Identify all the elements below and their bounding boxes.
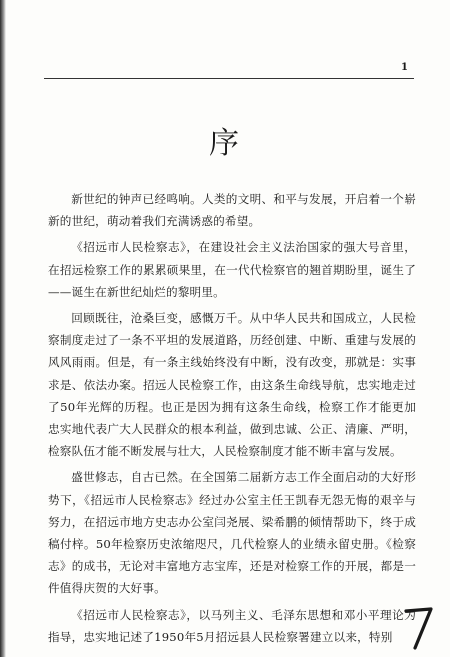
page-number: 1 <box>401 62 408 73</box>
preface-title: 序 <box>209 126 241 161</box>
scan-edge-shadow <box>0 0 6 657</box>
paragraph-2: 《招远市人民检察志》，在建设社会主义法治国家的强大号音里，在招远检察工作的累累硕果里，在一代代检察官的翘首期盼里，诞生了——诞生在新世纪灿烂的黎明里。 <box>48 240 416 299</box>
paragraph-1: 新世纪的钟声已经鸣响。人类的文明、和平与发展，开启着一个崭新的世纪，萌动着我们充满诱惑的希望。 <box>48 192 416 229</box>
paragraph-5: 《招远市人民检察志》，以马列主义、毛泽东思想和邓小平理论为指导，忠实地记述了1950年5月招远县人民检察署建立以来，特别 <box>48 607 416 644</box>
header-rule <box>44 78 414 79</box>
handwritten-page-mark <box>402 605 436 651</box>
paragraph-3: 回顾既往，沧桑巨变，感慨万千。从中华人民共和国成立，人民检察制度走过了一条不平坦的发展道路，历经创建、中断、重建与发展的风风雨雨。但是，有一条主线始终没有中断，没有改变，那就是：实事求是、依法办案。招远人民检察工作，由这条生命线导航，忠实地走过了50年光辉的历程。也正是因为拥有这条生命线，检察工作才能更加忠实地代表广大人民群众的根本利益，做到忠诚、公正、清廉、严明，检察队伍才能不断发展与壮大，人民检察制度才能不断丰富与发展。 <box>48 311 416 459</box>
preface-body <box>48 188 416 648</box>
paragraph-4: 盛世修志，自古已然。在全国第二届新方志工作全面启动的大好形势下，《招远市人民检察志》经过办公室主任王凯春无怨无悔的艰辛与努力，在招远市地方史志办公室闫尧展、梁希鹏的倾情帮助下，终于成稿付梓。50年检察历史浓缩咫尺，几代检察人的业绩永留史册。《检察志》的成书，无论对丰富地方志宝库，还是对检察工作的开展，都是一件值得庆贺的大好事。 <box>48 470 416 596</box>
